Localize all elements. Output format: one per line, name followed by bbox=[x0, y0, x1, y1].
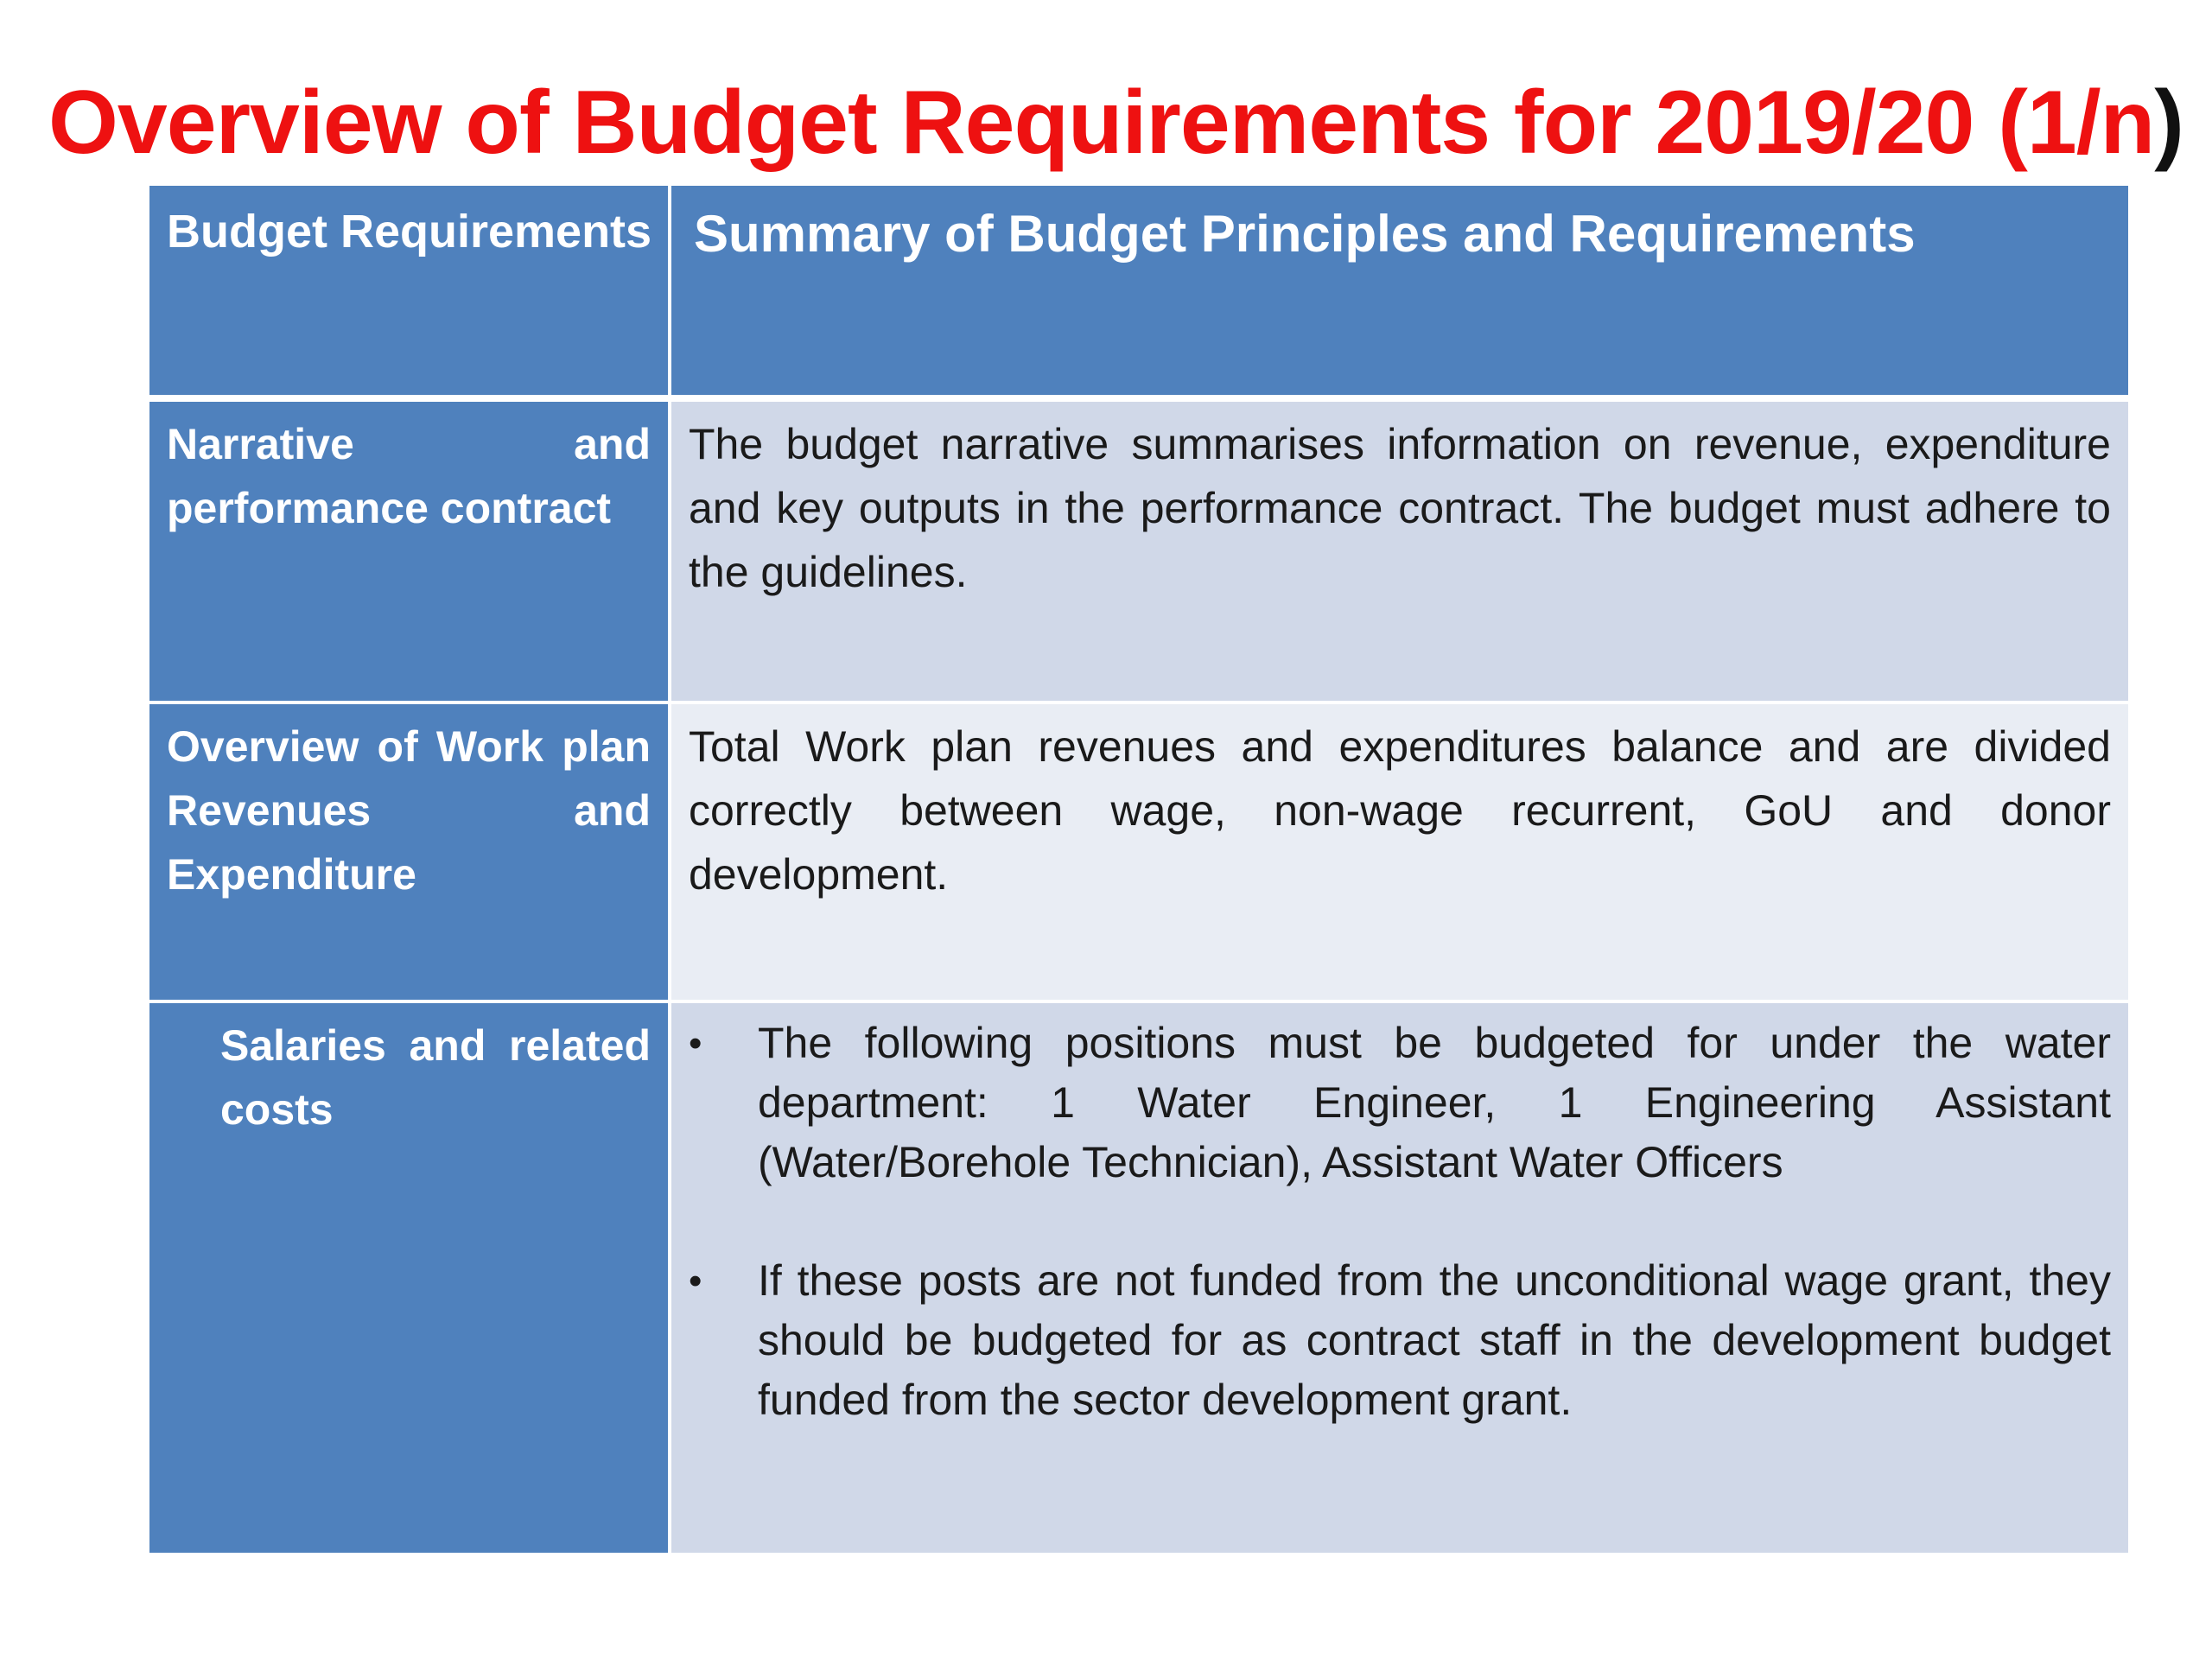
bullet-icon: • bbox=[689, 1260, 702, 1302]
table-row bbox=[149, 402, 2128, 704]
slide-title-closing-paren: ) bbox=[2154, 73, 2183, 173]
table-row bbox=[149, 1003, 2128, 1553]
list-item bbox=[689, 1251, 2111, 1430]
slide-title-main: Overview of Budget Requirements for 2019/20 (1/n bbox=[48, 73, 2155, 173]
list-item bbox=[689, 1014, 2111, 1192]
row-label-salaries: Salaries and related costs bbox=[149, 1003, 671, 1553]
header-budget-requirements: Budget Requirements bbox=[149, 186, 671, 402]
row-content-salaries bbox=[671, 1003, 2128, 1553]
header-summary: Summary of Budget Principles and Requirements bbox=[671, 186, 2128, 402]
row-label-work-plan: Overview of Work plan Revenues and Expenditure bbox=[149, 704, 671, 1003]
row-text-work-plan: Total Work plan revenues and expenditures balance and are divided correctly between wage, non-wage recurrent, GoU and donor development. bbox=[671, 704, 2128, 1003]
row-text-narrative: The budget narrative summarises information on revenue, expenditure and key outputs in the performance contract. The budget must adhere to the guidelines. bbox=[671, 402, 2128, 704]
table-row bbox=[149, 704, 2128, 1003]
slide-title bbox=[48, 62, 2191, 183]
budget-requirements-table bbox=[149, 186, 2128, 1553]
bullet-text: The following positions must be budgeted for under the water department: 1 Water Engineer, 1 Engineering Assistant (Water/Borehole Technician), Assistant Water Officers bbox=[758, 1019, 2111, 1186]
bullet-text: If these posts are not funded from the unconditional wage grant, they should be budgeted for as contract staff in the development budget funded from the sector development grant. bbox=[758, 1256, 2111, 1424]
bullet-icon: • bbox=[689, 1022, 702, 1065]
table-header-row bbox=[149, 186, 2128, 402]
salaries-bullet-list bbox=[689, 1014, 2111, 1430]
row-label-narrative: Narrative and performance contract bbox=[149, 402, 671, 704]
